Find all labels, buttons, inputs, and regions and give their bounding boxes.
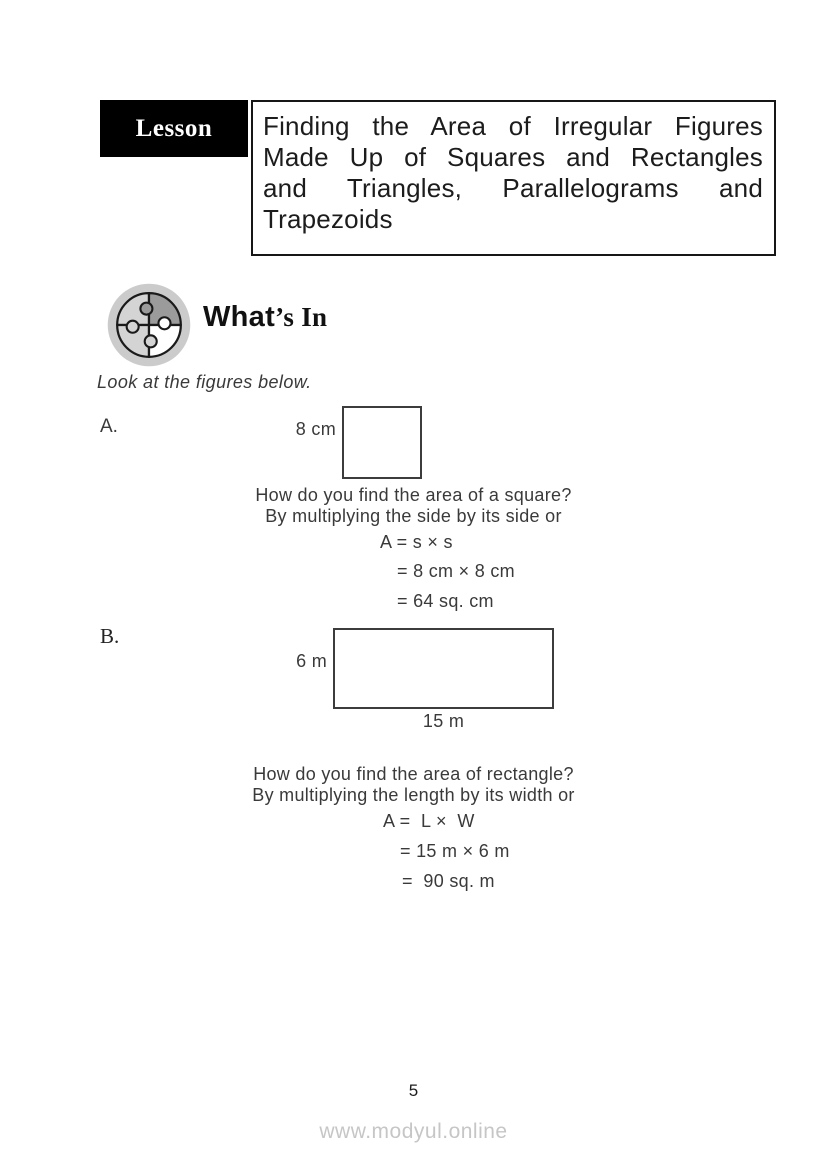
square-result: = 64 sq. cm xyxy=(397,591,494,611)
puzzle-icon xyxy=(106,282,192,368)
rectangle-substitution: = 15 m × 6 m xyxy=(400,841,510,861)
lesson-badge xyxy=(100,100,248,157)
square-figure xyxy=(342,406,422,479)
square-method: By multiplying the side by its side or xyxy=(265,506,562,526)
intro-text: Look at the figures below. xyxy=(97,372,312,392)
rectangle-method: By multiplying the length by its width or xyxy=(252,785,575,805)
watermark: www.modyul.online xyxy=(319,1120,508,1143)
section-a-label: A. xyxy=(100,416,118,437)
lesson-badge-label: Lesson xyxy=(135,114,213,142)
section-b-label: B. xyxy=(100,624,120,648)
whats-in-heading-serif: ’s In xyxy=(275,302,328,332)
lesson-title-line: and Triangles, Parallelograms and xyxy=(263,173,763,203)
lesson-title-line: Made Up of Squares and Rectangles xyxy=(263,142,763,172)
lesson-title-line: Finding the Area of Irregular Figures xyxy=(263,111,763,141)
lesson-title-box xyxy=(251,100,776,256)
page-number: 5 xyxy=(408,1081,419,1100)
rectangle-width-label: 6 m xyxy=(296,651,327,671)
square-substitution: = 8 cm × 8 cm xyxy=(397,561,515,581)
square-question: How do you find the area of a square? xyxy=(255,485,572,505)
square-formula: A = s × s xyxy=(380,532,453,552)
square-side-label: 8 cm xyxy=(295,419,336,439)
rectangle-question: How do you find the area of rectangle? xyxy=(253,764,574,784)
lesson-title-line: Trapezoids xyxy=(263,204,393,234)
whats-in-heading xyxy=(203,301,327,334)
rectangle-formula: A = L × W xyxy=(383,811,475,831)
whats-in-heading-sans: What xyxy=(203,301,276,333)
rectangle-length-label: 15 m xyxy=(422,711,465,731)
rectangle-result: = 90 sq. m xyxy=(402,871,495,891)
rectangle-figure xyxy=(333,628,554,709)
